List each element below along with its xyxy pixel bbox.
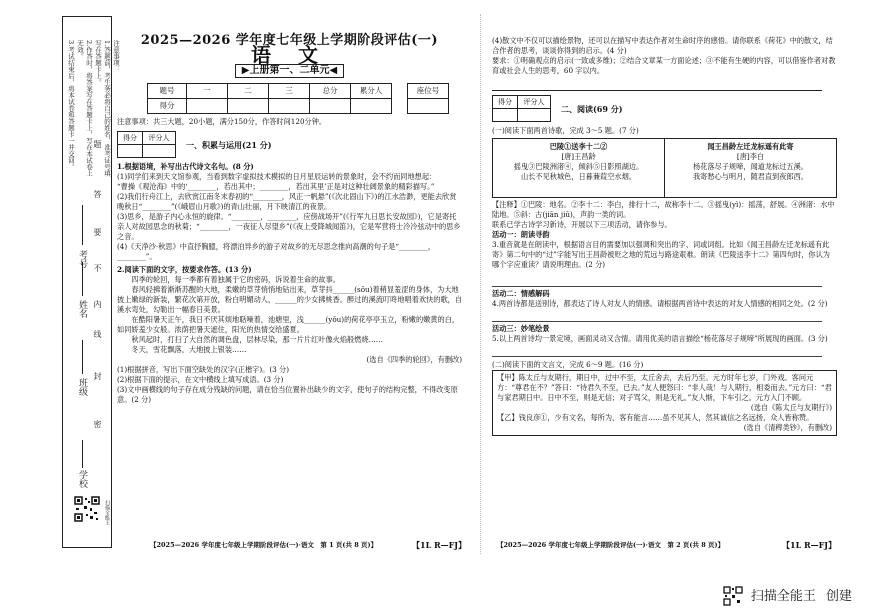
seal-word: 要 <box>93 228 102 236</box>
exam-notice: 注意事项：共三大题，20小题，满分150分，作答时间120分钟。 <box>117 117 327 126</box>
score-header: 二 <box>228 84 269 99</box>
poem-b-line: 杨花落尽子规啼，闻道龙标过五溪。 <box>692 162 808 171</box>
qr-caption: 扫描全能王 <box>104 500 110 525</box>
passage-line: 春风轻拂着渐渐苏醒的大地，柔嫩的草芽悄悄地钻出来，草芽抖______(sǒu)着稍显羞涩的身体，为大地披上嫩绿的新装，繁花次第开放，粉白明媚动人，______的少女拂桃香。醉过的溪流叮咚地唱着欢快的歌，自溪水弯处，勾勒出一幅春日美景。 <box>117 285 463 314</box>
reading-2-heading: (二)阅读下面的文言文，完成 6～9 题。(16 分) <box>492 360 644 369</box>
exam-title: 2025—2026 学年度七年级上学期阶段评估(一) <box>140 33 439 48</box>
activity-2: 活动二：情感解码 <box>492 289 550 298</box>
score-cell[interactable] <box>228 99 269 114</box>
score-cell[interactable] <box>351 99 392 114</box>
notice-line: 3.考试结束后，将本试卷和答题卡一并交回。 <box>67 40 75 170</box>
question-5: 5.以上两首诗均一景定境，画面灵动又含情。请用优美的语言描绘“杨花落尽子规啼”所展现的画面。(3 分) <box>492 334 828 343</box>
page-2 <box>492 0 837 560</box>
footer-left: 【2025—2026 学年度七年级上学期阶段评估(一)·语文 第 1 页(共 8 页)】 <box>150 541 378 549</box>
section-score-box <box>492 95 551 122</box>
subject-title: 语 文 <box>251 43 328 67</box>
q-top: (4)散文中不仅可以描绘景物，还可以在描写中表达作者对生命时序的感悟。请你联系《荷花》中的散文，结合作者的思考，谈谈你得到的启示。(4 分) <box>492 36 833 55</box>
q-top-requirement: 要求：①明确观点的启示(一致或多维)；②结合文章某一方面论述；③不能有生硬的内容，可以借鉴作者对教育或社会人生的思考，60 字以内。 <box>492 56 836 75</box>
poem-a <box>493 139 665 197</box>
seat-table <box>407 83 449 114</box>
text-yi: 【乙】钱良彦①，少有文名，每所为，客有能言……虽不见其人，然其诚信之名远扬，众人皆称赞。 <box>497 413 814 422</box>
question-4: 4.两首诗都是送别诗，都表达了诗人对友人的情感。请根据两首诗中表达的对友人情感的相同之处。(2 分) <box>492 299 828 308</box>
q1-line: “曹操《观沧海》中的‘________，若出其中；________，若出其里’正是对这种壮阔景象的精彩描写。” <box>117 182 435 191</box>
score-header: 总分 <box>310 84 351 99</box>
section-score-box <box>117 131 176 158</box>
score-box-cell[interactable] <box>493 109 518 122</box>
question-3: 3.重音就是在朗读中，根据语言目的需要加以强调和突出的字、词或词组。比如《闻王昌龄左迁龙标遥有此寄》第二句中的“过”字能写出王昌龄被贬之地的荒远与路途艰难。朗读《巴陵送李十二》第四句时，你认为哪个字应重读？请说明理由。(2 分) <box>492 240 830 269</box>
passage-line: 四季的轮回，每一季都有着独属于它的密码，诉说着生命的故事。 <box>131 275 340 284</box>
binding-margin <box>0 0 120 560</box>
exam-id-line[interactable] <box>82 205 83 245</box>
score-header: 题号 <box>148 84 187 99</box>
exam-id-label: 考号 <box>77 250 87 268</box>
q1-line: (3)思乡，是游子内心永恒的旋律。“________，________，应傍战场开”(《行军九日思长安故园》)，它是寄托亲人对故园思念的秋菊；“________，一夜征人尽望乡”(《夜上受降城闻笛》)，它是军营将士冷冷弦动中的思乡之音。 <box>117 212 461 241</box>
q2-sub: (1)根据拼音，写出下面空缺处的汉字(正楷字)。(3 分) <box>117 365 290 374</box>
text-jia: 【甲】陈太丘与友期行，期日中，过中不至，太丘舍去，去后乃至。元方时年七岁，门外戏。客问元方：“尊君在不？”答曰：“待君久不至，已去。”友人便怒曰：“非人哉！与人期行，相委而去。”元方曰：“君与家君期日中。日中不至，则是无信；对子骂父，则是无礼。”友人惭，下车引之。元方入门不顾。 <box>497 373 832 402</box>
notice-line: 2.作答时，将答案写在答题卡上，写在本试卷上无效。 <box>76 40 93 177</box>
unit-badge: ▶上册第一、二单元◀ <box>235 64 344 78</box>
footer-left: 【2025—2026 学年度七年级上学期阶段评估(一)·语文 第 2 页(共 8 页)】 <box>497 541 725 549</box>
score-header: 一 <box>187 84 228 99</box>
score-box-label: 得分 <box>118 132 143 145</box>
poem-scroll <box>492 138 837 198</box>
score-header: 三 <box>269 84 310 99</box>
footer-code: 【1L R—FJ】 <box>412 540 467 550</box>
qr-code-icon <box>74 496 100 522</box>
score-header: 累分人 <box>351 84 392 99</box>
poem-b <box>665 139 836 197</box>
scanner-brand <box>723 585 852 607</box>
poem-b-title: 闻王昌龄左迁龙标遥有此寄 <box>707 142 794 151</box>
q1-line: (1)同学们来到天文馆参观，当看到数字虚拟技术模拟的日月星辰运转的景象时，会不约而同地想起： <box>117 172 437 181</box>
class-label: 班级 <box>77 378 87 396</box>
seal-word: 答 <box>93 190 102 198</box>
score-box-cell[interactable] <box>118 145 143 158</box>
poem-a-author: [唐]王昌龄 <box>561 152 596 161</box>
score-box-cell[interactable] <box>518 109 551 122</box>
brand-name: 扫描全能王 <box>750 588 816 604</box>
school-line[interactable] <box>82 440 83 468</box>
seal-word: 内 <box>93 300 102 308</box>
text-yi-source: (选自《清稗类钞》，有删改) <box>743 423 832 432</box>
seal-word: 不 <box>93 264 102 272</box>
score-cell[interactable] <box>310 99 351 114</box>
page-1 <box>117 0 462 560</box>
school-label: 学校 <box>77 470 87 488</box>
poem-a-line: 摇曳③巴陵洲渚④，倾斜⑤日影照湖边。 <box>513 162 644 171</box>
poem-a-line: 山长不见秋城色，日暮蒹葭空水烟。 <box>520 172 636 181</box>
q2-sub: (3)文中画横线的句子存在成分残缺的问题，请在恰当位置补出缺少的文字，使句子的结构完整，不得改变原意。(2 分) <box>117 385 458 404</box>
section-heading: 二、阅读(69 分) <box>561 103 623 114</box>
q1-line: (2)我们行舟江上，去欣赏江南冬末春初的“________，风正一帆悬”(《次北固山下》)的江水浩渺，更能去欣赏晚秋日“________”(《峨眉山月歌》)的青山壮丽，月下映清江的夜景。 <box>117 192 457 211</box>
seat-label: 座位号 <box>408 84 449 99</box>
seal-word: 封 <box>93 372 102 380</box>
notice-text <box>66 40 120 180</box>
page-divider <box>480 14 481 554</box>
seal-word: 线 <box>93 330 102 338</box>
activity-3: 活动三：妙笔绘景 <box>492 324 550 333</box>
score-box-label: 评分人 <box>143 132 176 145</box>
activity-1: 活动一：朗读寻韵 <box>492 230 550 239</box>
score-cell[interactable] <box>269 99 310 114</box>
brand-action: 创建 <box>825 588 852 604</box>
qr-code-icon <box>723 586 743 606</box>
passage-line: 在酷阳暑天正午，我日不厌其烦地聒噪着，池塘里，浅______(yǒu)的荷花亭亭玉立，粉嫩的嫩黄的白，如同娇羞少女般。浓荫把暑天遮住，阳光的热情交给盛夏。 <box>117 315 460 334</box>
notice-line: 1.答题前，考生务必将自己的姓名、准考证号填写在答题卡上。 <box>94 40 111 177</box>
name-label: 姓名 <box>77 300 87 318</box>
task-intro: 联系已学古诗学习新诗，开展以下三项活动，请你参与。 <box>492 220 672 229</box>
q1-line: (4)《天净沙·秋思》中直抒胸臆，将漂泊异乡的游子对故乡的无尽思念推向高潮的句子是“________，________”。 <box>117 242 436 261</box>
question-2: 2.阅读下面的文字，按要求作答。(13 分) <box>117 265 252 274</box>
score-box-cell[interactable] <box>143 145 176 158</box>
score-box-label: 评分人 <box>518 96 551 109</box>
q2-sub: (2)根据下面的提示，在文中横线上填写成语。(3 分) <box>117 375 284 384</box>
poem-notes: 【注释】①巴陵：地名。②李十二：李白，排行十二，故称李十二。③摇曳(yì)：摇荡，舒展。④洲渚：水中陆地。⑤斜：古(jiān jiǔ)，声韵一类的词。 <box>492 200 835 219</box>
passage-line: 秋风起时，打扫了大自然的调色盘，层林尽染，那一片片红叶像火焰般燃烧…… <box>131 335 383 344</box>
classical-text-box <box>492 370 837 436</box>
text-jia-source: (选自《陈太丘与友期行》) <box>750 403 832 412</box>
score-cell[interactable] <box>187 99 228 114</box>
notice-line: 注意事项： <box>112 40 120 73</box>
seat-cell[interactable] <box>408 99 449 114</box>
poem-b-line: 我寄愁心与明月，随君直到夜郎西。 <box>692 172 808 181</box>
reading-1-heading: (一)阅读下面两首诗歌，完成 3～5 题。(7 分) <box>492 126 639 135</box>
section-heading: 一、积累与运用(21 分) <box>186 139 272 150</box>
score-box-label: 得分 <box>493 96 518 109</box>
question-1: 1.根据语境，补写出古代诗文名句。(8 分) <box>117 162 254 171</box>
passage-source: (选自《四季的轮回》，有删改) <box>366 355 462 364</box>
class-line[interactable] <box>82 340 83 374</box>
footer-code: 【1L R—FJ】 <box>782 540 837 550</box>
seal-word: 密 <box>93 420 102 428</box>
poem-b-author: [唐]李白 <box>736 152 765 161</box>
score-table <box>147 83 392 114</box>
score-row-label: 得分 <box>148 99 187 114</box>
poem-a-title: 巴陵①送李十二② <box>549 142 608 151</box>
passage-line: 冬天，雪花飘落，大地披上银装…… <box>131 345 247 354</box>
seal-word: 题 <box>93 140 102 148</box>
